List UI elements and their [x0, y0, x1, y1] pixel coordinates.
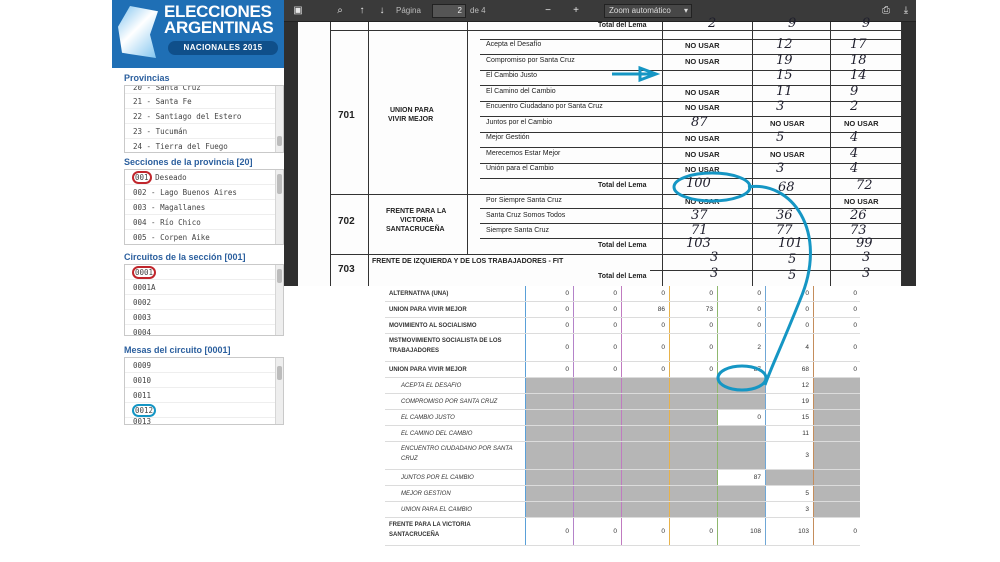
- table-row: [385, 302, 860, 318]
- list-item[interactable]: [125, 265, 283, 280]
- vote-cell: 73: [669, 302, 717, 317]
- no-usar-stamp: NO USAR: [685, 149, 720, 159]
- vote-cell: [813, 486, 860, 501]
- no-usar-stamp: NO USAR: [770, 149, 805, 159]
- lema-label: Juntos por el Cambio: [486, 118, 553, 126]
- list-item-label: Corpen Aike: [160, 233, 210, 242]
- vote-cell: [669, 486, 717, 501]
- table-row: [385, 502, 860, 518]
- download-icon[interactable]: ⤓: [903, 5, 909, 16]
- vote-cell: 0: [573, 318, 621, 333]
- vote-cell: 0: [813, 518, 860, 545]
- list-item[interactable]: 21 - Santa Fe: [125, 94, 283, 109]
- list-item-label: Magallanes: [160, 203, 206, 212]
- party-name: ACEPTA EL DESAFIO: [401, 383, 462, 389]
- lema-label: Mejor Gestión: [486, 134, 530, 141]
- vote-cell: 19: [765, 394, 813, 409]
- zoom-select[interactable]: Zoom automático ▾: [604, 4, 692, 18]
- vote-cell: [669, 378, 717, 393]
- vote-cell: 108: [717, 518, 765, 545]
- list-item[interactable]: 22 - Santiago del Estero: [125, 109, 283, 124]
- list-item-code: 005: [133, 233, 147, 242]
- lema-label: Acepta el Desafío: [486, 41, 542, 48]
- handwritten-value: 101: [778, 236, 803, 251]
- vote-cell: [621, 426, 669, 441]
- vote-cell: 0: [669, 362, 717, 377]
- handwritten-value: 5: [776, 130, 785, 145]
- table-row: [385, 334, 860, 362]
- vote-cell: 0: [813, 362, 860, 377]
- vote-cell: 0: [525, 518, 573, 545]
- vote-cell: 0: [669, 318, 717, 333]
- handwritten-value: 3: [776, 161, 785, 176]
- handwritten-value: 9: [788, 16, 797, 31]
- no-usar-stamp: NO USAR: [685, 165, 720, 174]
- vote-cell: 0: [813, 302, 860, 317]
- handwritten-value: 9: [850, 83, 859, 99]
- page-count: de 4: [470, 6, 486, 15]
- vote-cell: [573, 378, 621, 393]
- vote-cell: 3: [765, 502, 813, 517]
- list-item[interactable]: 003 - Magallanes: [125, 200, 283, 215]
- list-name: FRENTE PARA LA: [386, 208, 447, 215]
- table-row: [385, 286, 860, 302]
- vote-cell: 4: [765, 334, 813, 361]
- lema-label: El Camino del Cambio: [486, 87, 556, 95]
- table-row: [385, 426, 860, 442]
- list-name: UNION PARA: [390, 107, 434, 114]
- handwritten-value: 3: [710, 250, 719, 265]
- handwritten-value: 15: [776, 68, 793, 83]
- handwritten-value: 3: [776, 99, 785, 114]
- vote-cell: [717, 378, 765, 393]
- vote-cell: 0: [573, 518, 621, 545]
- list-item[interactable]: 002 - Lago Buenos Aires: [125, 185, 283, 200]
- party-name: COMPROMISO POR SANTA CRUZ: [401, 399, 498, 405]
- vote-cell: 5: [765, 486, 813, 501]
- scrollbar[interactable]: [275, 265, 283, 335]
- handwritten-value: 17: [850, 37, 867, 52]
- handwritten-value: 3: [862, 250, 871, 265]
- handwritten-value: 3: [862, 266, 871, 281]
- vote-cell: [717, 394, 765, 409]
- table-row: [385, 362, 860, 378]
- total-label: Total del Lema: [598, 242, 647, 249]
- handwritten-value: 99: [856, 236, 873, 251]
- vote-cell: [573, 394, 621, 409]
- list-item[interactable]: [125, 403, 283, 418]
- secciones-title: Secciones de la provincia [20]: [124, 157, 253, 167]
- list-item[interactable]: 23 - Tucumán: [125, 124, 283, 139]
- logo-badge: NACIONALES 2015: [168, 41, 278, 55]
- vote-cell: 68: [765, 362, 813, 377]
- list-item-label: Río Chico: [160, 218, 201, 227]
- lema-label: Por Siempre Santa Cruz: [486, 197, 562, 204]
- party-name: FRENTE PARA LA VICTORIA SANTACRUCEÑA: [389, 522, 471, 538]
- list-item-code: 002: [133, 188, 147, 197]
- vote-cell: [573, 486, 621, 501]
- scrollbar[interactable]: [275, 170, 283, 244]
- vote-cell: 0: [717, 318, 765, 333]
- circuitos-list[interactable]: [124, 264, 284, 336]
- scrollbar[interactable]: [275, 86, 283, 152]
- selected-mesa: 0012: [135, 406, 154, 415]
- vote-cell: 3: [765, 442, 813, 469]
- no-usar-stamp: NO USAR: [685, 197, 720, 206]
- vote-cell: 0: [669, 518, 717, 545]
- vote-cell: 0: [813, 334, 860, 361]
- handwritten-value: 11: [776, 83, 793, 99]
- party-name: MSTMOVIMIENTO SOCIALISTA DE LOS TRABAJADORES: [389, 338, 502, 354]
- vote-cell: [813, 394, 860, 409]
- vote-cell: [525, 394, 573, 409]
- handwritten-value: 9: [862, 16, 871, 31]
- handwritten-value: 3: [710, 266, 719, 281]
- vote-cell: 86: [621, 302, 669, 317]
- print-icon[interactable]: ⎙: [882, 5, 890, 16]
- lema-label: Unión para el Cambio: [486, 165, 554, 172]
- vote-cell: [669, 426, 717, 441]
- page-number-input[interactable]: 2: [432, 4, 466, 18]
- vote-cell: 2: [717, 334, 765, 361]
- vote-cell: [525, 378, 573, 393]
- mesas-title: Mesas del circuito [0001]: [124, 345, 231, 355]
- vote-cell: 0: [813, 318, 860, 333]
- list-item[interactable]: 0013: [125, 418, 283, 425]
- vote-cell: 0: [525, 302, 573, 317]
- party-name: ALTERNATIVA (UNA): [389, 291, 449, 297]
- vote-cell: [813, 470, 860, 485]
- scanned-table: [330, 16, 902, 286]
- arrow-down-icon[interactable]: ↓: [379, 5, 385, 16]
- logo-line1: ELECCIONES: [164, 2, 272, 21]
- party-name: MOVIMIENTO AL SOCIALISMO: [389, 323, 477, 329]
- selected-code: 0001: [135, 268, 154, 277]
- table-row: [385, 410, 860, 426]
- scrollbar[interactable]: [275, 358, 283, 424]
- vote-cell: 103: [765, 518, 813, 545]
- vote-cell: [669, 442, 717, 469]
- no-usar-stamp: NO USAR: [844, 118, 879, 128]
- party-name: EL CAMBIO JUSTO: [401, 415, 455, 421]
- arrow-up-icon[interactable]: ↑: [359, 5, 365, 16]
- handwritten-value: 73: [850, 223, 867, 238]
- vote-cell: [717, 502, 765, 517]
- results-grid: [385, 286, 860, 562]
- vote-cell: 0: [765, 286, 813, 301]
- vote-cell: [621, 410, 669, 425]
- list-item[interactable]: 0009: [125, 358, 283, 373]
- vote-cell: 0: [525, 286, 573, 301]
- table-row: [385, 318, 860, 334]
- lema-label: Santa Cruz Somos Todos: [486, 212, 566, 219]
- table-row: [385, 442, 860, 470]
- vote-cell: [573, 470, 621, 485]
- vote-cell: 0: [573, 286, 621, 301]
- no-usar-stamp: NO USAR: [685, 56, 720, 66]
- total-label: Total del Lema: [598, 273, 647, 280]
- vote-cell: [573, 426, 621, 441]
- zoom-value: Zoom automático: [609, 6, 671, 15]
- no-usar-stamp: NO USAR: [685, 87, 720, 97]
- party-name: MEJOR GESTION: [401, 491, 451, 497]
- table-row: [385, 518, 860, 546]
- list-number: 701: [338, 110, 355, 121]
- vote-cell: [573, 502, 621, 517]
- vote-cell: [621, 378, 669, 393]
- vote-cell: [669, 410, 717, 425]
- list-item[interactable]: 005 - Corpen Aike: [125, 230, 283, 245]
- list-item[interactable]: 0002: [125, 295, 283, 310]
- handwritten-value: 68: [778, 180, 795, 195]
- table-row: [385, 486, 860, 502]
- list-number: 702: [338, 216, 355, 227]
- vote-cell: [621, 470, 669, 485]
- handwritten-value: 4: [850, 145, 859, 161]
- vote-cell: [525, 502, 573, 517]
- table-row: [385, 470, 860, 486]
- secciones-list[interactable]: [124, 169, 284, 245]
- handwritten-value: 71: [691, 223, 708, 238]
- vote-cell: [813, 410, 860, 425]
- handwritten-value: 72: [856, 178, 873, 193]
- handwritten-value: 2: [850, 99, 859, 114]
- list-item-label: Deseado: [155, 173, 187, 182]
- handwritten-value: 14: [850, 68, 867, 83]
- vote-cell: [621, 394, 669, 409]
- handwritten-value: 4: [850, 161, 859, 176]
- lema-label: Encuentro Ciudadano por Santa Cruz: [486, 103, 603, 110]
- vote-cell: 0: [621, 318, 669, 333]
- vote-cell: 15: [765, 410, 813, 425]
- vote-cell: 0: [621, 518, 669, 545]
- page-label: Página: [396, 6, 421, 15]
- list-number: 703: [338, 264, 355, 275]
- vote-cell: [669, 502, 717, 517]
- list-name: SANTACRUCEÑA: [386, 226, 445, 233]
- mesas-list[interactable]: [124, 357, 284, 425]
- list-item[interactable]: 0010: [125, 373, 283, 388]
- vote-cell: [813, 442, 860, 469]
- elecciones-logo: [112, 0, 284, 68]
- vote-cell: [525, 426, 573, 441]
- pdf-toolbar: [284, 0, 916, 22]
- vote-cell: [621, 442, 669, 469]
- vote-cell: [717, 486, 765, 501]
- vote-cell: 0: [765, 318, 813, 333]
- lema-label: Compromiso por Santa Cruz: [486, 56, 575, 64]
- vote-cell: [813, 502, 860, 517]
- provincias-title: Provincias: [124, 73, 170, 83]
- list-item-code: 003: [133, 203, 147, 212]
- lema-label: Siempre Santa Cruz: [486, 227, 550, 234]
- vote-cell: [813, 378, 860, 393]
- vote-cell: [621, 486, 669, 501]
- list-item[interactable]: 004 - Río Chico: [125, 215, 283, 230]
- handwritten-value: 5: [788, 268, 797, 283]
- handwritten-value: 37: [691, 208, 708, 223]
- vote-cell: 0: [717, 302, 765, 317]
- list-item[interactable]: 0011: [125, 388, 283, 403]
- vote-cell: 0: [525, 334, 573, 361]
- vote-cell: [525, 486, 573, 501]
- vote-cell: 0: [717, 286, 765, 301]
- vote-cell: 87: [717, 362, 765, 377]
- vote-cell: 0: [813, 286, 860, 301]
- vote-cell: 0: [669, 334, 717, 361]
- list-name: VICTORIA: [400, 217, 434, 224]
- vote-cell: [621, 502, 669, 517]
- handwritten-value: 19: [776, 52, 793, 68]
- list-item[interactable]: 20 - Santa Cruz: [125, 86, 283, 94]
- no-usar-stamp: NO USAR: [685, 103, 720, 112]
- lema-label: Merecemos Estar Mejor: [486, 149, 561, 157]
- list-item[interactable]: 24 - Tierra del Fuego: [125, 139, 283, 153]
- no-usar-stamp: NO USAR: [685, 41, 720, 50]
- party-name: UNION PARA VIVIR MEJOR: [389, 367, 467, 373]
- no-usar-stamp: NO USAR: [844, 197, 879, 206]
- vote-cell: 0: [573, 362, 621, 377]
- vote-cell: 0: [525, 318, 573, 333]
- party-name: EL CAMINO DEL CAMBIO: [401, 431, 473, 437]
- vote-cell: [573, 410, 621, 425]
- vote-cell: [717, 426, 765, 441]
- vote-cell: 0: [621, 334, 669, 361]
- handwritten-value: 12: [776, 37, 793, 52]
- argentina-map-icon: [118, 6, 158, 58]
- sidebar: [112, 0, 284, 442]
- lema-label: El Cambio Justo: [486, 72, 537, 79]
- sidebar-toggle-icon[interactable]: ▣: [293, 5, 303, 16]
- handwritten-value: 36: [776, 208, 793, 223]
- vote-cell: [669, 470, 717, 485]
- list-item-label: Lago Buenos Aires: [160, 188, 237, 197]
- party-name: JUNTOS POR EL CAMBIO: [401, 475, 474, 481]
- provincias-list[interactable]: [124, 85, 284, 153]
- vote-cell: 87: [717, 470, 765, 485]
- vote-cell: 0: [669, 286, 717, 301]
- vote-cell: 0: [717, 410, 765, 425]
- list-item[interactable]: 0004: [125, 325, 283, 336]
- vote-cell: [525, 410, 573, 425]
- vote-cell: [813, 426, 860, 441]
- pdf-page: [298, 16, 902, 286]
- logo-line2: ARGENTINAS: [164, 18, 274, 37]
- handwritten-value: 2: [708, 16, 717, 31]
- total-label: Total del Lema: [598, 182, 647, 189]
- total-label: Total del Lema: [598, 22, 647, 29]
- vote-cell: [765, 470, 813, 485]
- list-item-code: 004: [133, 218, 147, 227]
- handwritten-value: 87: [691, 114, 708, 130]
- vote-cell: 0: [525, 362, 573, 377]
- handwritten-value: 26: [850, 208, 867, 223]
- vote-cell: [525, 442, 573, 469]
- vote-cell: [717, 442, 765, 469]
- vote-cell: 0: [573, 302, 621, 317]
- list-name: VIVIR MEJOR: [388, 116, 434, 123]
- vote-cell: 11: [765, 426, 813, 441]
- vote-cell: 0: [765, 302, 813, 317]
- no-usar-stamp: NO USAR: [770, 118, 805, 128]
- list-item[interactable]: [125, 170, 283, 185]
- search-icon[interactable]: ⌕: [337, 5, 343, 16]
- table-row: [385, 394, 860, 410]
- vote-cell: 0: [621, 286, 669, 301]
- pdf-viewer: [284, 0, 916, 286]
- zoom-in-icon[interactable]: +: [573, 5, 579, 16]
- vote-cell: [573, 442, 621, 469]
- table-row: [385, 378, 860, 394]
- list-item[interactable]: 0001A: [125, 280, 283, 295]
- list-item[interactable]: 0003: [125, 310, 283, 325]
- list-name: FRENTE DE IZQUIERDA Y DE LOS TRABAJADORES - FIT: [372, 258, 564, 265]
- circuitos-title: Circuitos de la sección [001]: [124, 252, 246, 262]
- vote-cell: 0: [573, 334, 621, 361]
- handwritten-value: 5: [788, 252, 797, 267]
- vote-cell: [669, 394, 717, 409]
- handwritten-value: 100: [686, 176, 711, 191]
- zoom-out-icon[interactable]: −: [545, 5, 551, 16]
- handwritten-value: 103: [686, 236, 711, 251]
- handwritten-value: 18: [850, 52, 867, 68]
- vote-cell: 12: [765, 378, 813, 393]
- party-name: ENCUENTRO CIUDADANO POR SANTA CRUZ: [401, 446, 513, 462]
- handwritten-value: 77: [776, 223, 793, 238]
- party-name: UNION PARA EL CAMBIO: [401, 507, 472, 513]
- party-name: UNION PARA VIVIR MEJOR: [389, 307, 467, 313]
- vote-cell: 0: [621, 362, 669, 377]
- no-usar-stamp: NO USAR: [685, 134, 720, 143]
- vote-cell: [525, 470, 573, 485]
- selected-code: 001: [135, 173, 149, 182]
- handwritten-value: 4: [850, 130, 859, 145]
